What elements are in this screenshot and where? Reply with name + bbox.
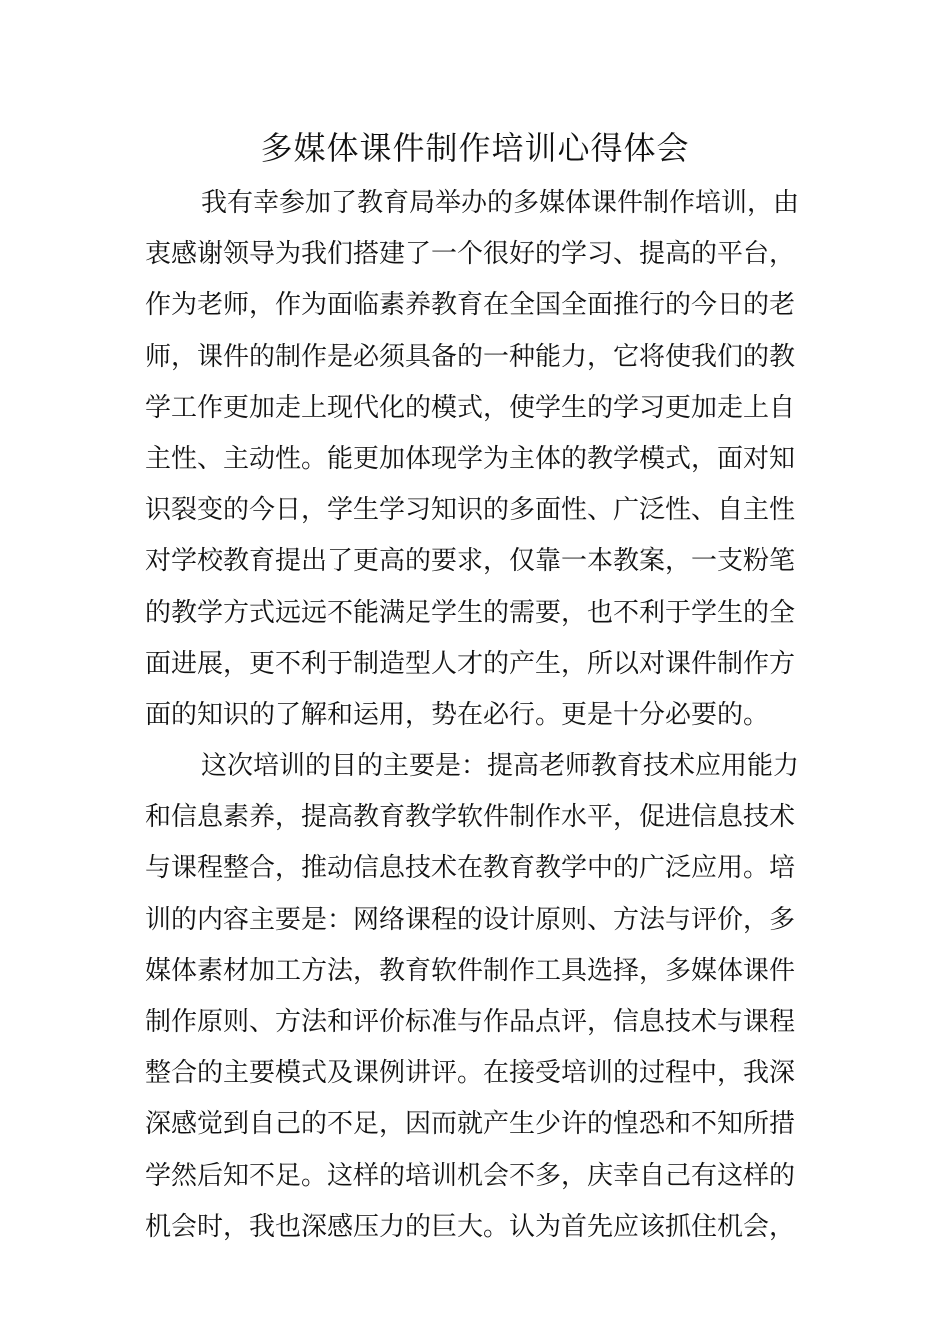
paragraph-line: 整合的主要模式及课例讲评。在接受培训的过程中，我深 xyxy=(145,1058,796,1089)
paragraph-line: 机会时，我也深感压力的巨大。认为首先应该抓住机会， xyxy=(145,1211,796,1242)
paragraph-line: 师，课件的制作是必须具备的一种能力，它将使我们的教 xyxy=(145,341,796,372)
document-body xyxy=(145,178,805,1253)
paragraph-line: 对学校教育提出了更高的要求，仅靠一本教案，一支粉笔 xyxy=(145,546,796,577)
paragraph-line: 识裂变的今日，学生学习知识的多面性、广泛性、自主性 xyxy=(145,495,796,526)
paragraph-line: 制作原则、方法和评价标准与作品点评，信息技术与课程 xyxy=(145,1007,796,1037)
paragraph-line: 面进展，更不利于制造型人才的产生，所以对课件制作方 xyxy=(145,648,796,679)
paragraph-2 xyxy=(145,741,805,1253)
paragraph-line: 和信息素养，提高教育教学软件制作水平，促进信息技术 xyxy=(145,802,796,833)
paragraph-line: 面的知识的了解和运用，势在必行。更是十分必要的。 xyxy=(145,699,770,730)
paragraph-line: 作为老师，作为面临素养教育在全国全面推行的今日的老 xyxy=(145,290,796,321)
paragraph-line: 的教学方式远远不能满足学生的需要，也不利于学生的全 xyxy=(145,597,796,628)
paragraph-line: 学工作更加走上现代化的模式，使学生的学习更加走上自 xyxy=(145,392,796,423)
paragraph-line: 学然后知不足。这样的培训机会不多，庆幸自己有这样的 xyxy=(145,1160,796,1191)
paragraph-line: 主性、主动性。能更加体现学为主体的教学模式，面对知 xyxy=(145,443,796,474)
paragraph-line: 与课程整合，推动信息技术在教育教学中的广泛应用。培 xyxy=(145,853,796,884)
paragraph-line: 这次培训的目的主要是：提高老师教育技术应用能力 xyxy=(201,751,800,782)
paragraph-line: 深感觉到自己的不足，因而就产生少许的惶恐和不知所措 xyxy=(145,1109,796,1140)
paragraph-line: 训的内容主要是：网络课程的设计原则、方法与评价，多 xyxy=(145,904,796,935)
paragraph-line: 我有幸参加了教育局举办的多媒体课件制作培训，由 xyxy=(201,188,800,218)
paragraph-1 xyxy=(145,178,805,741)
paragraph-line: 媒体素材加工方法，教育软件制作工具选择，多媒体课件 xyxy=(145,955,796,986)
document-title: 多媒体课件制作培训心得体会 xyxy=(260,129,690,167)
paragraph-line: 衷感谢领导为我们搭建了一个很好的学习、提高的平台， xyxy=(145,239,796,270)
